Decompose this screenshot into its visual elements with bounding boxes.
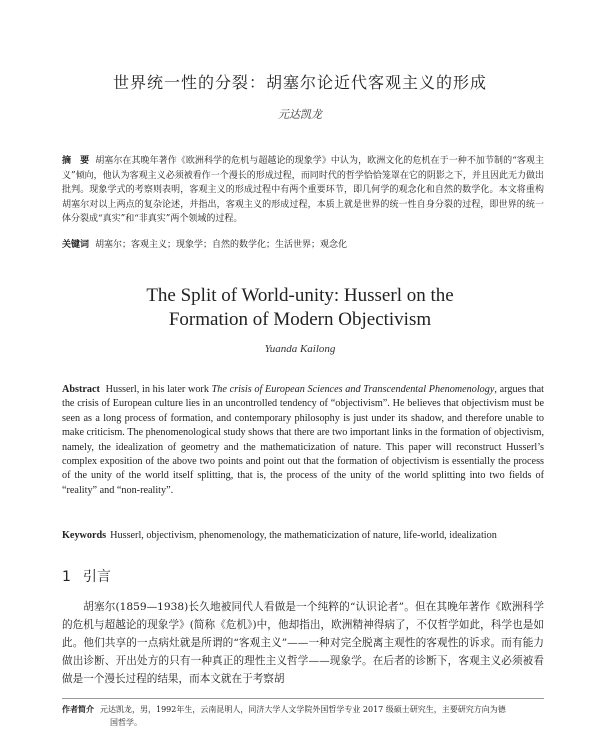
english-keywords-text: Husserl, objectivism, phenomenology, the mathematicization of nature, life-world, idealization (110, 530, 497, 541)
chinese-abstract-label: 摘 要 (62, 156, 90, 166)
chinese-author: 元达凯龙 (278, 108, 322, 121)
english-abstract (62, 383, 544, 498)
section-title: 引言 (82, 569, 111, 585)
english-abstract-label: Abstract (62, 384, 100, 395)
english-title (40, 284, 560, 332)
footnote-label: 作者简介 (62, 705, 94, 714)
english-title-line-1: The Split of World-unity: Husserl on the (146, 285, 454, 306)
footnote-divider (62, 698, 544, 699)
footnote-continuation: 国哲学。 (110, 718, 142, 727)
author-footnote (62, 703, 544, 729)
section-heading (62, 566, 111, 586)
english-keywords-label: Keywords (62, 530, 107, 541)
english-abstract-text: , argues that the crisis of European culture lies in an uncontrolled tendency of “objectivism”. He believes that objectivism must be seen as a long process of formation, and contemporary philosophy is just under its shadow, and therefore unable to make criticism. The phenomenological study shows that there are two important links in the formation of objectivism, namely, the idealization of geometry and the mathematicization of nature. This paper will reconstruct Husserl’s complex exposition of the above two points and point out that the formation of objectivism is essentially the process of the unity of the world itself splitting, that is, the process of the unity of the world splitting into two fields of “reality” and “non-reality”. (62, 384, 545, 496)
chinese-keywords-label: 关键词 (62, 240, 90, 250)
chinese-keywords (62, 238, 544, 252)
english-title-line-2: Formation of Modern Objectivism (168, 309, 432, 330)
english-abstract-intro: Husserl, in his later work (105, 384, 209, 395)
chinese-abstract-text: 胡塞尔在其晚年著作《欧洲科学的危机与超越论的现象学》中认为，欧洲文化的危机在于一种不加节制的“客观主义”倾向，他认为客观主义必须被看作一个漫长的形成过程，而同时代的哲学恰恰笼罩在它的阴影之下，并且因此无力做出批判。现象学式的考察则表明，客观主义的形成过程中有两个重要环节，即几何学的观念化和自然的数学化。本文将重构胡塞尔对以上两点的复杂论述，并指出，客观主义的形成过程，本质上就是世界的统一性自身分裂的过程，即世界的统一体分裂成“真实”和“非真实”两个领域的过程。 (62, 156, 544, 225)
english-author: Yuanda Kailong (264, 343, 336, 355)
english-abstract-book-title: The crisis of European Sciences and Transcendental Phenomenology (211, 384, 495, 395)
english-keywords (62, 530, 544, 541)
footnote-text: 元达凯龙，男，1992年生，云南昆明人，同济大学人文学院外国哲学专业 2017 级硕士研究生，主要研究方向为德 (100, 705, 506, 714)
section-number: 1 (62, 569, 71, 585)
chinese-abstract (62, 154, 544, 227)
chinese-title: 世界统一性的分裂：胡塞尔论近代客观主义的形成 (112, 73, 487, 92)
body-paragraph: 胡塞尔(1859—1938)长久地被同代人看做是一个纯粹的“认识论者”。但在其晚年著作《欧洲科学的危机与超越论的现象学》(简称《危机》)中，他却指出，欧洲精神得病了，不仅哲学如此，科学也是如此。他们共享的一点病灶就是所谓的“客观主义”——一种对完全脱离主观性的客观性的诉求。而有能力做出诊断、开出处方的只有一种真正的理性主义哲学——现象学。在后者的诊断下，客观主义必须被看做是一个漫长过程的结果，而本文就在于考察胡 (62, 601, 544, 685)
chinese-keywords-text: 胡塞尔；客观主义；现象学；自然的数学化；生活世界；观念化 (95, 240, 348, 250)
